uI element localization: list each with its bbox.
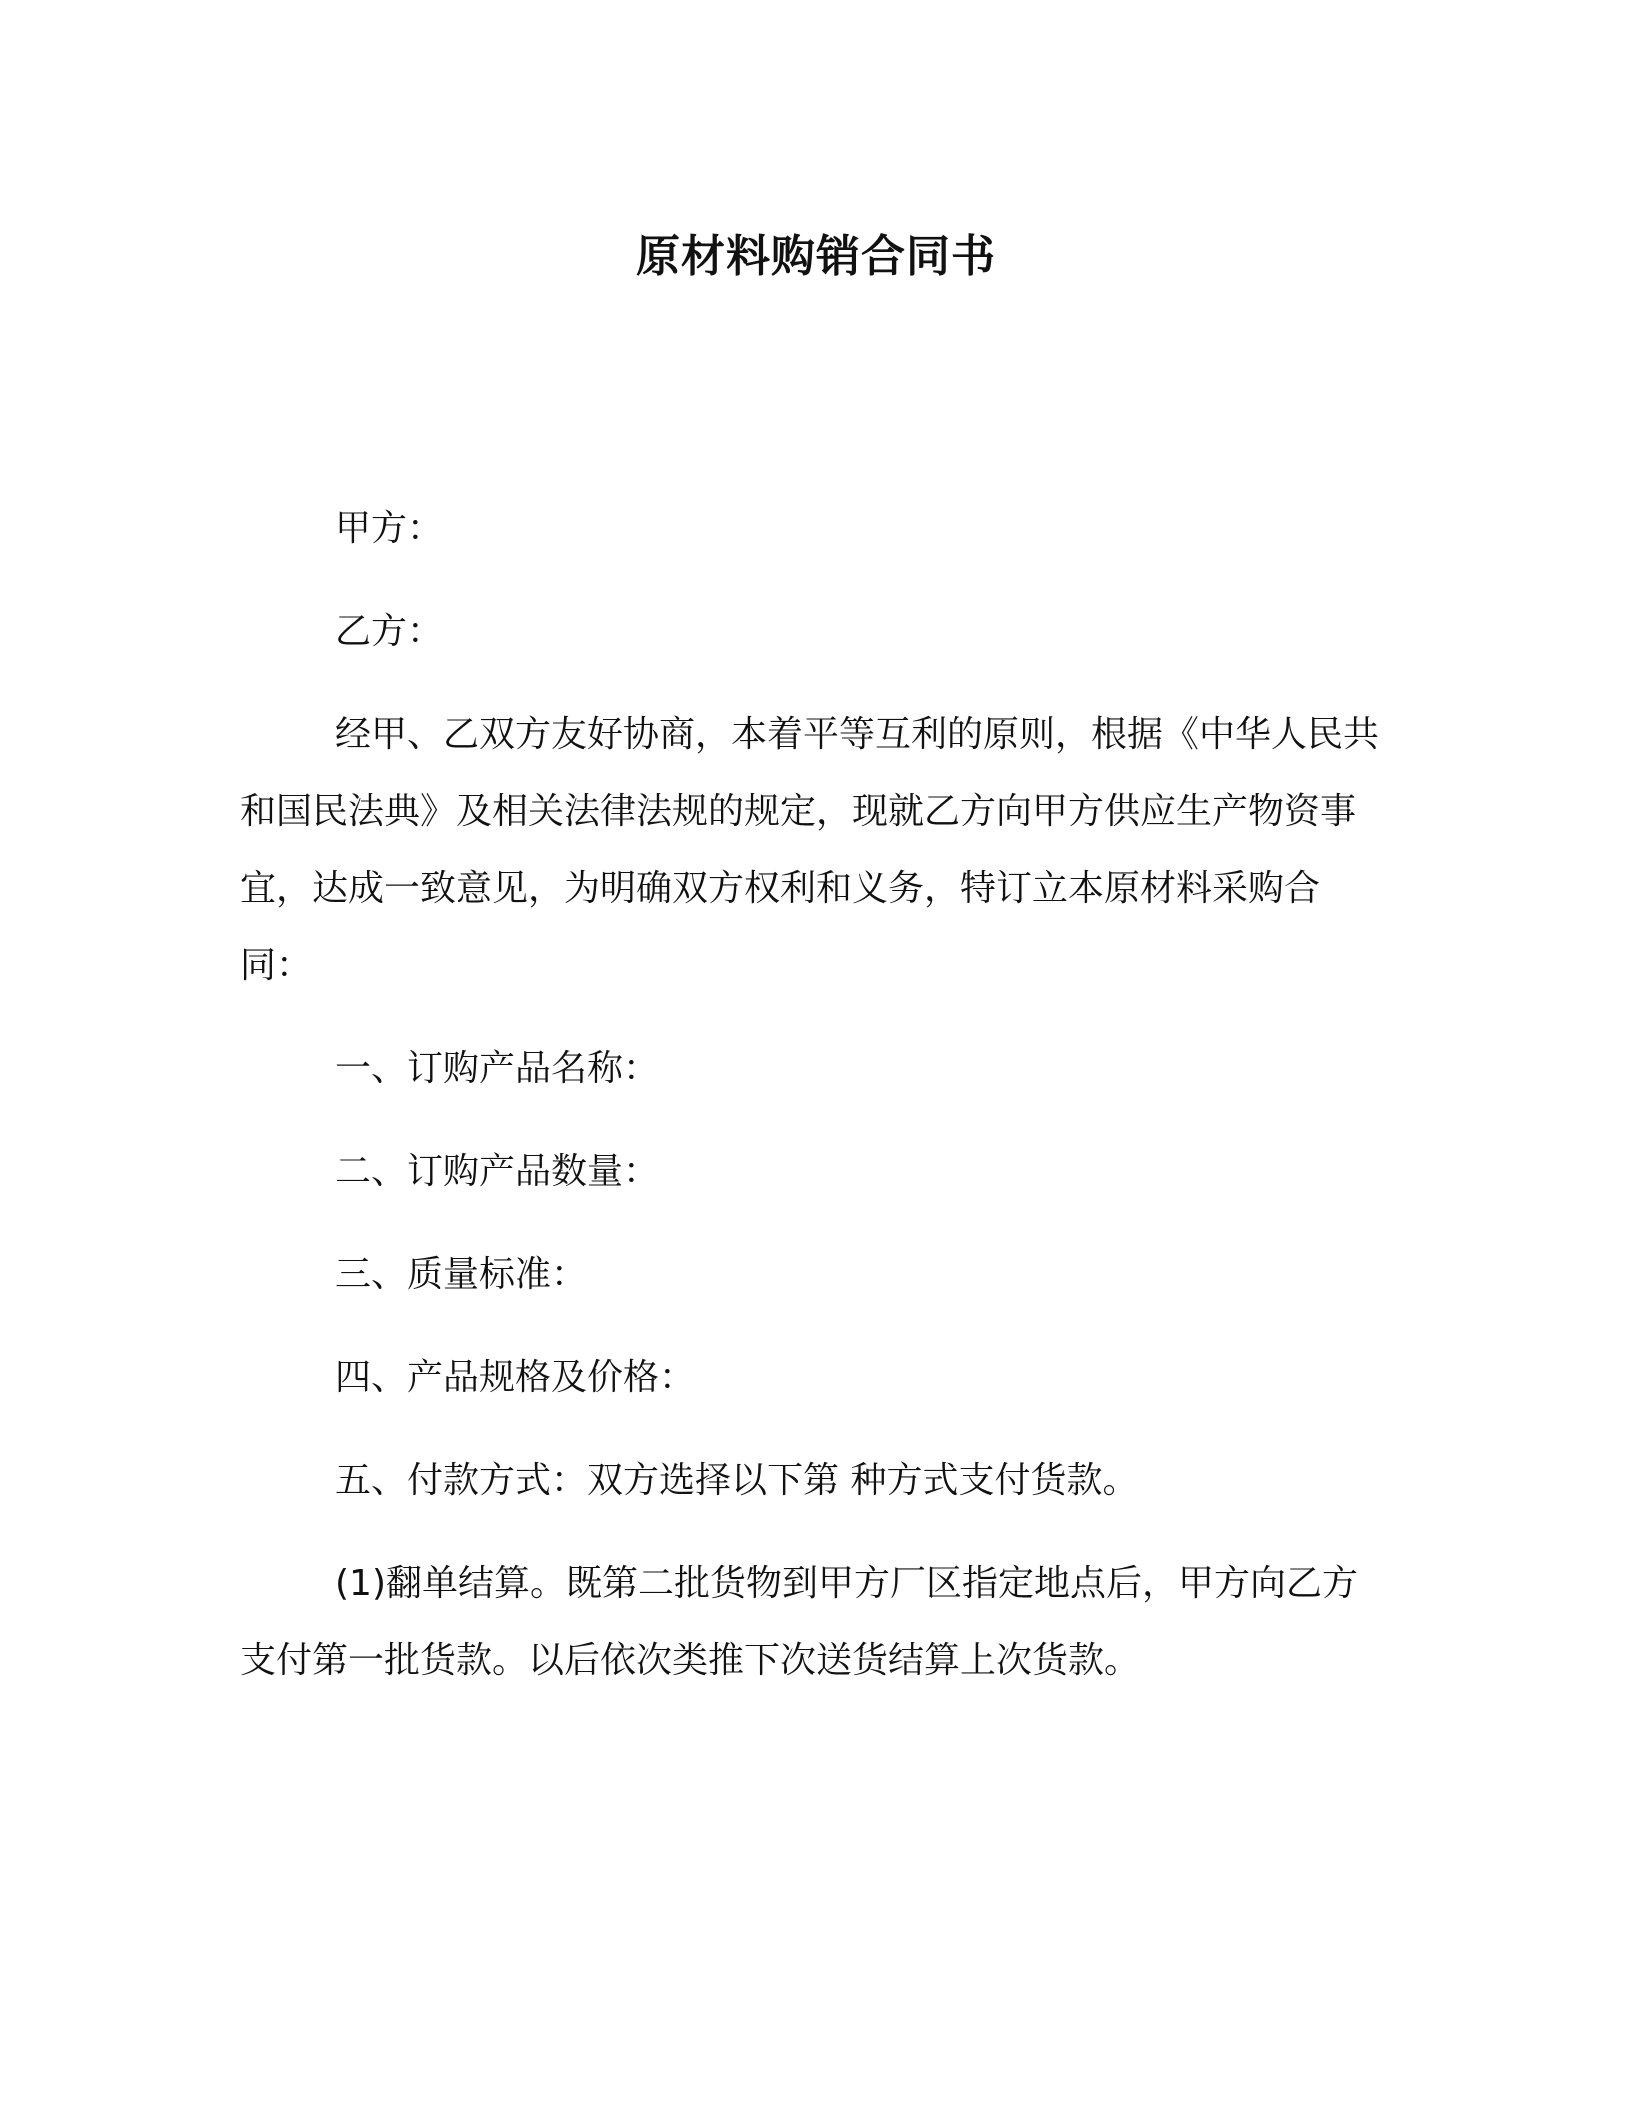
document-body [240, 490, 1390, 1725]
document-title: 原材料购销合同书 [636, 231, 996, 282]
clause-payment-method: 五、付款方式：双方选择以下第 种方式支付货款。 [335, 1460, 1139, 1501]
party-a-line: 甲方： [335, 508, 444, 549]
clause-quality-standard: 三、质量标准： [335, 1254, 588, 1295]
clause-spec-and-price: 四、产品规格及价格： [335, 1357, 696, 1398]
party-b-line: 乙方： [335, 611, 444, 652]
intro-paragraph: 经甲、乙双方友好协商，本着平等互利的原则，根据《中华人民共和国民法典》及相关法律法规的规定，现就乙方向甲方供应生产物资事宜，达成一致意见，为明确双方权利和义务，特订立本原材料采购合同： [240, 714, 1380, 986]
clause-product-name: 一、订购产品名称： [335, 1048, 660, 1089]
clause-payment-option-1: (1)翻单结算。既第二批货物到甲方厂区指定地点后，甲方向乙方支付第一批货款。以后依次类推下次送货结算上次货款。 [240, 1563, 1358, 1681]
clause-product-quantity: 二、订购产品数量： [335, 1151, 660, 1192]
